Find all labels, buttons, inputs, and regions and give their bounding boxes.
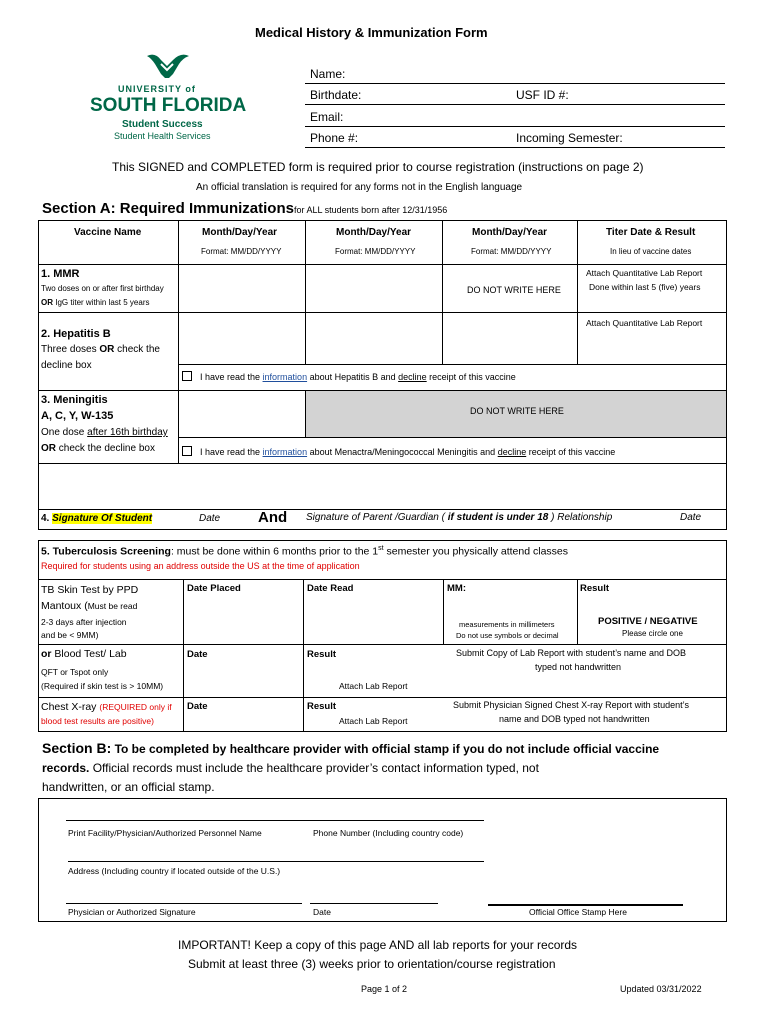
date-placed[interactable]: Date Placed xyxy=(187,583,241,594)
men-decline: I have read the information about Menactra/Meningococcal Meningitis and decline receipt of this vaccine xyxy=(182,446,615,457)
notice-signed: This SIGNED and COMPLETED form is required prior to course registration (instructions on page 2) xyxy=(112,160,644,174)
hepb-titer: Attach Quantitative Lab Report xyxy=(586,318,703,328)
phone-label: Phone Number (Including country code) xyxy=(313,828,464,838)
format-1: Format: MM/DD/YYYY xyxy=(201,247,282,256)
mmr-do-not-write: DO NOT WRITE HERE xyxy=(467,285,561,295)
blood-attach: Attach Lab Report xyxy=(339,681,408,691)
logo-south-florida: SOUTH FLORIDA xyxy=(90,95,247,116)
semester-field[interactable]: Incoming Semester: xyxy=(516,131,623,145)
mmr-titer-1: Attach Quantitative Lab Report xyxy=(586,268,703,278)
men-line1: One dose after 16th birthday xyxy=(41,427,168,438)
address-line[interactable] xyxy=(68,861,484,862)
hepb-line2: decline box xyxy=(41,360,92,371)
xray-attach: Attach Lab Report xyxy=(339,716,408,726)
col-date-3: Month/Day/Year xyxy=(472,227,548,238)
updated-date: Updated 03/31/2022 xyxy=(620,984,702,994)
men-line2: OR check the decline box xyxy=(41,443,155,454)
name-field[interactable]: Name: xyxy=(310,67,346,81)
notice-translation: An official translation is required for any forms not in the English language xyxy=(196,182,523,193)
mm-note-2: Do not use symbols or decimal xyxy=(456,631,559,640)
result-field[interactable]: Result xyxy=(580,583,610,594)
sig-and: And xyxy=(258,509,288,526)
hepb-date-3[interactable] xyxy=(443,313,577,364)
signature-area[interactable] xyxy=(39,464,726,509)
hepb-decline: I have read the information about Hepatitis B and decline receipt of this vaccine xyxy=(182,371,516,382)
hepb-line1: Three doses OR check the xyxy=(41,344,160,355)
stamp-label: Official Office Stamp Here xyxy=(529,907,627,917)
section-a-title: Section A: Required Immunizationsfor ALL students born after 12/31/1956 xyxy=(42,200,448,217)
important-note: IMPORTANT! Keep a copy of this page AND all lab reports for your records xyxy=(178,938,578,952)
positive-negative[interactable]: POSITIVE / NEGATIVE xyxy=(598,616,698,627)
mmr-line2: OR IgG titer within last 5 years xyxy=(41,298,150,307)
mmr-line1: Two doses on or after first birthday xyxy=(41,284,164,293)
address-label: Address (Including country if located outside of the U.S.) xyxy=(68,866,281,876)
usf-logo xyxy=(88,50,248,145)
date-read[interactable]: Date Read xyxy=(307,583,354,594)
usf-id-field[interactable]: USF ID #: xyxy=(516,88,569,102)
sig-parent-label: Signature of Parent /Guardian ( if student is under 18 ) Relationship xyxy=(306,512,613,523)
skin-line2: Mantoux (Must be read xyxy=(41,600,138,612)
sig-date-1: Date xyxy=(199,513,221,524)
logo-sub: Student Health Services xyxy=(114,131,211,141)
men-date-1[interactable] xyxy=(179,391,305,437)
mmr-date-2[interactable] xyxy=(306,265,442,312)
blood-line1: or Blood Test/ Lab xyxy=(41,648,127,660)
tb-title: 5. Tuberculosis Screening: must be done within 6 months prior to the 1st semester you physically attend classes xyxy=(41,545,569,558)
submit-xray-1: Submit Physician Signed Chest X-ray Report with student’s xyxy=(453,700,689,710)
skin-line1: TB Skin Test by PPD xyxy=(41,584,139,596)
format-2: Format: MM/DD/YYYY xyxy=(335,247,416,256)
mm-note-1: measurements in millimeters xyxy=(459,620,555,629)
blood-result[interactable]: Result xyxy=(307,649,337,660)
physician-sig-line[interactable] xyxy=(66,903,302,904)
submit-note: Submit at least three (3) weeks prior to orientation/course registration xyxy=(188,957,556,971)
blood-line3: (Required if skin test is > 10MM) xyxy=(41,681,164,691)
skin-line3: 2-3 days after injection xyxy=(41,617,127,627)
hepb-decline-checkbox[interactable] xyxy=(182,371,192,381)
blood-line2: QFT or Tspot only xyxy=(41,667,109,677)
birthdate-field[interactable]: Birthdate: xyxy=(310,88,362,102)
skin-line4: and be < 9MM) xyxy=(41,630,99,640)
col-titer: Titer Date & Result xyxy=(606,227,696,238)
bull-logo-icon xyxy=(143,52,193,82)
please-circle: Please circle one xyxy=(622,629,683,638)
hepb-title: 2. Hepatitis B xyxy=(41,328,111,340)
tb-required: Required for students using an address outside the US at the time of application xyxy=(41,561,360,571)
format-3: Format: MM/DD/YYYY xyxy=(471,247,552,256)
logo-dept: Student Success xyxy=(122,119,203,130)
titer-note: In lieu of vaccine dates xyxy=(610,247,692,256)
men-do-not-write: DO NOT WRITE HERE xyxy=(470,406,564,416)
men-decline-checkbox[interactable] xyxy=(182,446,192,456)
date-label: Date xyxy=(313,907,331,917)
hepb-date-1[interactable] xyxy=(179,313,305,364)
hepb-date-2[interactable] xyxy=(306,313,442,364)
men-title-1: 3. Meningitis xyxy=(41,394,108,406)
physician-sig-label: Physician or Authorized Signature xyxy=(68,907,196,917)
sig-student-label: 4. Signature Of Student xyxy=(41,513,153,524)
mmr-date-1[interactable] xyxy=(179,265,305,312)
hepb-info-link[interactable]: information xyxy=(262,372,308,382)
logo-university-of: UNIVERSITY of xyxy=(118,84,196,94)
xray-date[interactable]: Date xyxy=(187,701,208,712)
men-info-link[interactable]: information xyxy=(262,447,308,457)
section-b-line3: handwritten, or an official stamp. xyxy=(42,780,215,794)
page-number: Page 1 of 2 xyxy=(361,984,408,994)
email-field[interactable]: Email: xyxy=(310,110,344,124)
stamp-line xyxy=(488,904,683,906)
form-title: Medical History & Immunization Form xyxy=(255,25,488,40)
xray-line2: blood test results are positive) xyxy=(41,716,154,726)
print-facility-label: Print Facility/Physician/Authorized Personnel Name xyxy=(68,828,262,838)
mmr-titer-2: Done within last 5 (five) years xyxy=(589,282,701,292)
sig-date-2: Date xyxy=(680,512,702,523)
col-date-2: Month/Day/Year xyxy=(336,227,412,238)
date-line[interactable] xyxy=(310,903,438,904)
blood-date[interactable]: Date xyxy=(187,649,208,660)
section-b-line1: Section B: To be completed by healthcare provider with official stamp if you do not include official vaccine xyxy=(42,740,660,756)
submit-lab-2: typed not handwritten xyxy=(535,662,622,672)
col-vaccine-name: Vaccine Name xyxy=(74,227,142,238)
mm-field[interactable]: MM: xyxy=(447,583,466,594)
xray-result[interactable]: Result xyxy=(307,701,337,712)
col-date-1: Month/Day/Year xyxy=(202,227,278,238)
submit-lab-1: Submit Copy of Lab Report with student’s name and DOB xyxy=(456,648,686,658)
submit-xray-2: name and DOB typed not handwritten xyxy=(499,714,650,724)
facility-line[interactable] xyxy=(66,820,484,821)
xray-line1: Chest X-ray (REQUIRED only if xyxy=(41,701,172,713)
mmr-title: 1. MMR xyxy=(41,268,80,280)
section-b-line2: records. Official records must include the healthcare provider’s contact information typed, not xyxy=(42,761,539,775)
phone-field[interactable]: Phone #: xyxy=(310,131,359,145)
men-title-2: A, C, Y, W-135 xyxy=(41,410,114,422)
